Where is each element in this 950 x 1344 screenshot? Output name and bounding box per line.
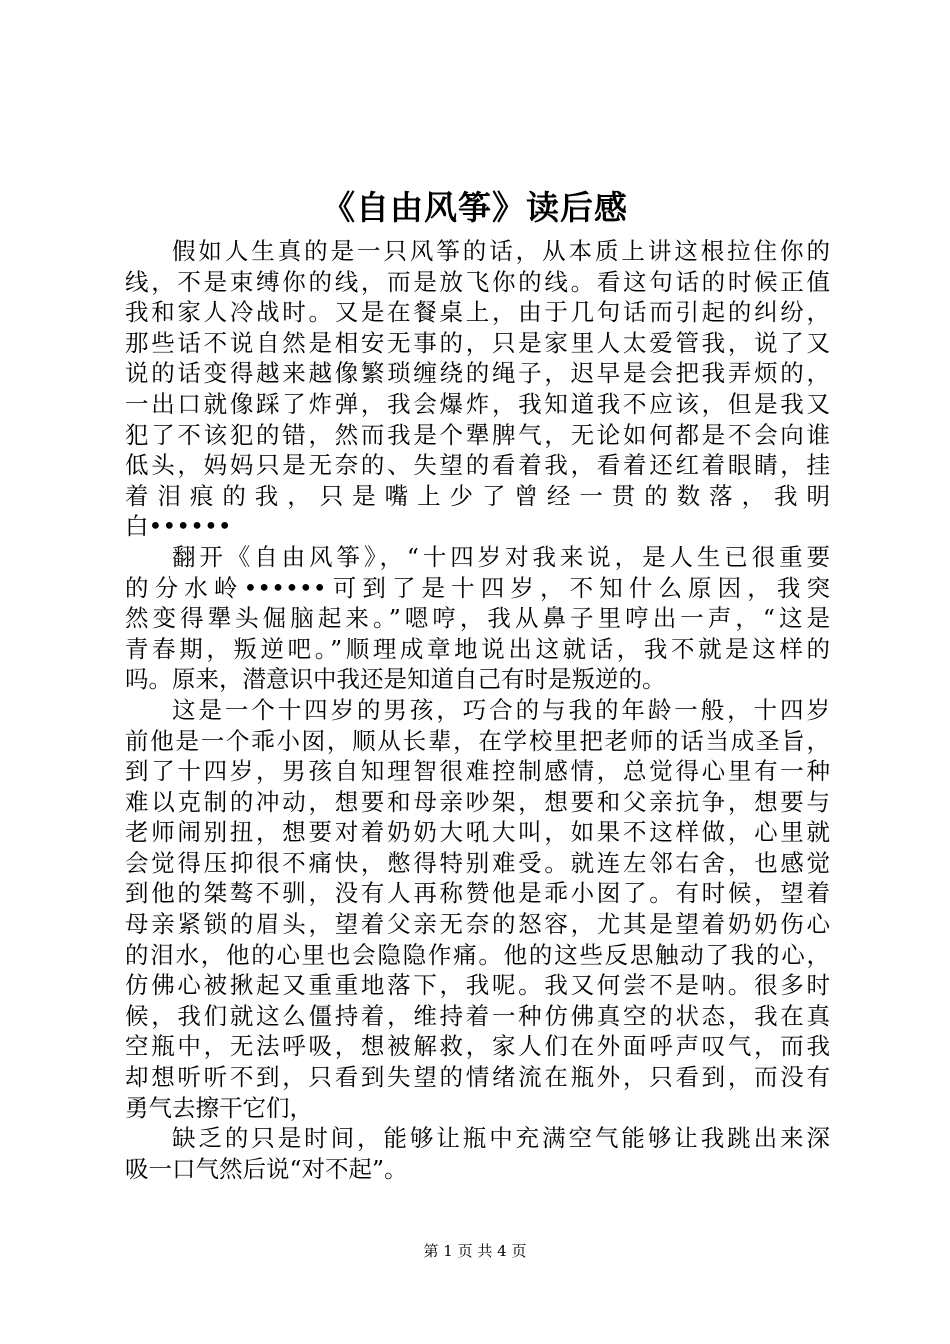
body-line: 白••••••: [125, 512, 232, 541]
body-line: 前他是一个乖小囡，顺从长辈，在学校里把老师的话当成圣旨，: [125, 726, 830, 755]
body-line: 吸一口气然后说“对不起”。: [125, 1154, 408, 1183]
body-line: 勇气去擦干它们，: [125, 1093, 313, 1122]
body-line: 着泪痕的我，只是嘴上少了曾经一贯的数落，我明: [125, 481, 830, 510]
body-line: 吗。原来，潜意识中我还是知道自己有时是叛逆的。: [125, 665, 666, 694]
page-number-footer: 第 1 页 共 4 页: [423, 1242, 527, 1260]
body-line: 空瓶中，无法呼吸，想被解救，家人们在外面呼声叹气，而我: [125, 1032, 830, 1061]
body-line: 翻开《自由风筝》，“十四岁对我来说，是人生已很重要: [172, 542, 830, 571]
body-line: 老师闹别扭，想要对着奶奶大吼大叫，如果不这样做，心里就: [125, 818, 830, 847]
body-line: 一出口就像踩了炸弹，我会爆炸，我知道我不应该，但是我又: [125, 389, 830, 418]
body-line: 说的话变得越来越像繁琐缠绕的绳子，迟早是会把我弄烦的，: [125, 359, 830, 388]
body-line: 难以克制的冲动，想要和母亲吵架，想要和父亲抗争，想要与: [125, 787, 830, 816]
body-line: 会觉得压抑很不痛快，憋得特别难受。就连左邻右舍，也感觉: [125, 848, 830, 877]
body-line: 青春期，叛逆吧。”顺理成章地说出这就话，我不就是这样的: [125, 634, 830, 663]
body-line: 的分水岭••••••可到了是十四岁，不知什么原因，我突: [125, 573, 830, 602]
body-line: 的泪水，他的心里也会隐隐作痛。他的这些反思触动了我的心，: [125, 940, 830, 969]
body-line: 线，不是束缚你的线，而是放飞你的线。看这句话的时候正值: [125, 267, 830, 296]
document-body: [125, 236, 830, 1184]
body-line: 我和家人冷战时。又是在餐桌上，由于几句话而引起的纠纷，: [125, 298, 830, 327]
body-line: 犯了不该犯的错，然而我是个犟脾气，无论如何都是不会向谁: [125, 420, 830, 449]
body-line: 母亲紧锁的眉头，望着父亲无奈的怒容，尤其是望着奶奶伤心: [125, 910, 830, 939]
body-line: 然变得犟头倔脑起来。”嗯哼，我从鼻子里哼出一声，“这是: [125, 604, 830, 633]
body-line: 到了十四岁，男孩自知理智很难控制感情，总觉得心里有一种: [125, 757, 830, 786]
body-line: 却想听听不到，只看到失望的情绪流在瓶外，只看到，而没有: [125, 1063, 830, 1092]
body-line: 仿佛心被揪起又重重地落下，我呢。我又何尝不是呐。很多时: [125, 971, 830, 1000]
body-line: 这是一个十四岁的男孩，巧合的与我的年龄一般，十四岁: [172, 695, 830, 724]
body-line: 候，我们就这么僵持着，维持着一种仿佛真空的状态，我在真: [125, 1001, 830, 1030]
body-line: 缺乏的只是时间，能够让瓶中充满空气能够让我跳出来深: [172, 1124, 830, 1153]
body-line: 到他的桀骜不驯，没有人再称赞他是乖小囡了。有时候，望着: [125, 879, 830, 908]
body-line: 低头，妈妈只是无奈的、失望的看着我，看着还红着眼睛，挂: [125, 451, 830, 480]
body-line: 那些话不说自然是相安无事的，只是家里人太爱管我，说了又: [125, 328, 830, 357]
body-line: 假如人生真的是一只风筝的话，从本质上讲这根拉住你的: [172, 237, 830, 265]
document-title: 《自由风筝》读后感: [322, 188, 628, 227]
